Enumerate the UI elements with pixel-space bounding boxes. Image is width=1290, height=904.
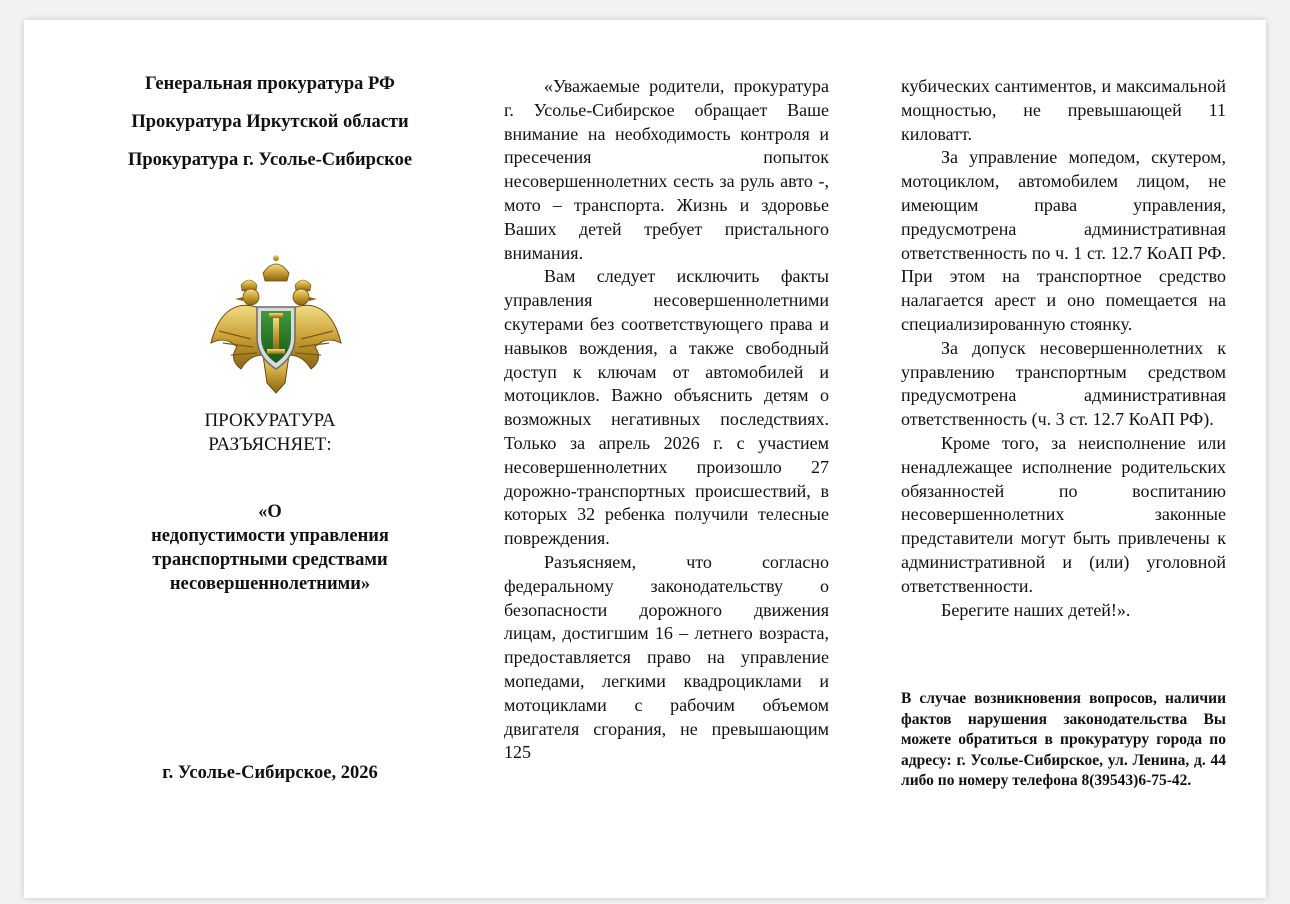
paragraph-prevention: Вам следует исключить факты управления несовершеннолетними скутерами без соответствующего права и навыков вождения, а также свободный доступ к ключам от автомобилей и мотоциклов. Важно объяснить детям о возможных негативных последствиях. Только за апрель 2026 г. с участием несовершеннолетних произошло 27 дорожно-транспортных происшествий, в которых 32 ребенка получили телесные повреждения. <box>504 266 829 549</box>
place-and-year: г. Усолье-Сибирское, 2026 <box>162 763 378 783</box>
org-line-general: Генеральная прокуратура РФ <box>145 74 395 94</box>
leaflet-page <box>24 20 1266 898</box>
paragraph-liability-driving: За управление мопедом, скутером, мотоциклом, автомобилем лицом, не имеющим права управления, предусмотрена административная ответственность по ч. 1 ст. 12.7 КоАП РФ. При этом на транспортное средство налагается арест и оно помещается на специализированную стоянку. <box>901 147 1226 334</box>
explains-line-1: ПРОКУРАТУРА <box>204 410 336 431</box>
org-line-regional: Прокуратура Иркутской области <box>131 112 409 132</box>
explains-line-2: РАЗЪЯСНЯЕТ: <box>208 434 332 455</box>
contact-info: В случае возникновения вопросов, наличии фактов нарушения законодательства Вы можете обратиться в прокуратуру города по адресу: г. Усолье-Сибирское, ул. Ленина, д. 44 либо по номеру телефона 8(39543)6-75-42. <box>901 690 1226 789</box>
paragraph-legislation: Разъясняем, что согласно федеральному законодательству о безопасности дорожного движения лицам, достигшим 16 – летнего возраста, предоставляется право на управление мопедами, легкими квадроциклами и мотоциклами с рабочим объемом двигателя сгорания, не превышающим 125 <box>504 551 829 763</box>
paragraph-parental-liability: Кроме того, за неисполнение или ненадлежащее исполнение родительских обязанностей по воспитанию несовершеннолетних законные представители могут быть привлечены к административной и (или) уголовной ответственности. <box>901 432 1226 596</box>
paragraph-liability-permitting: За допуск несовершеннолетних к управлению транспортным средством предусмотрена административная ответственность (ч. 3 ст. 12.7 КоАП РФ). <box>901 337 1226 430</box>
explains-heading <box>86 409 454 457</box>
topic-line-3: транспортными средствами <box>152 550 388 570</box>
body-column-middle <box>504 75 829 765</box>
body-column-right <box>901 75 1226 622</box>
topic-line-1: «О <box>258 502 282 522</box>
leaflet-topic-title <box>86 500 454 596</box>
paragraph-appeal: «Уважаемые родители, прокуратура г. Усолье-Сибирское обращает Ваше внимание на необходимость контроля и пресечения попыток несовершеннолетних сесть за руль авто -, мото – транспорта. Жизнь и здоровье Ваших детей требует пристального внимания. <box>504 76 829 263</box>
prosecutor-eagle-emblem-icon <box>201 251 351 401</box>
cover-header <box>86 72 454 186</box>
topic-line-2: недопустимости управления <box>151 526 389 546</box>
topic-line-4: несовершеннолетними» <box>169 574 371 594</box>
paragraph-closing: Берегите наших детей!». <box>941 599 1131 620</box>
org-line-city: Прокуратура г. Усолье-Сибирское <box>127 150 413 170</box>
paragraph-legislation-cont: кубических сантиментов, и максимальной мощностью, не превышающей 11 киловатт. <box>901 76 1226 144</box>
